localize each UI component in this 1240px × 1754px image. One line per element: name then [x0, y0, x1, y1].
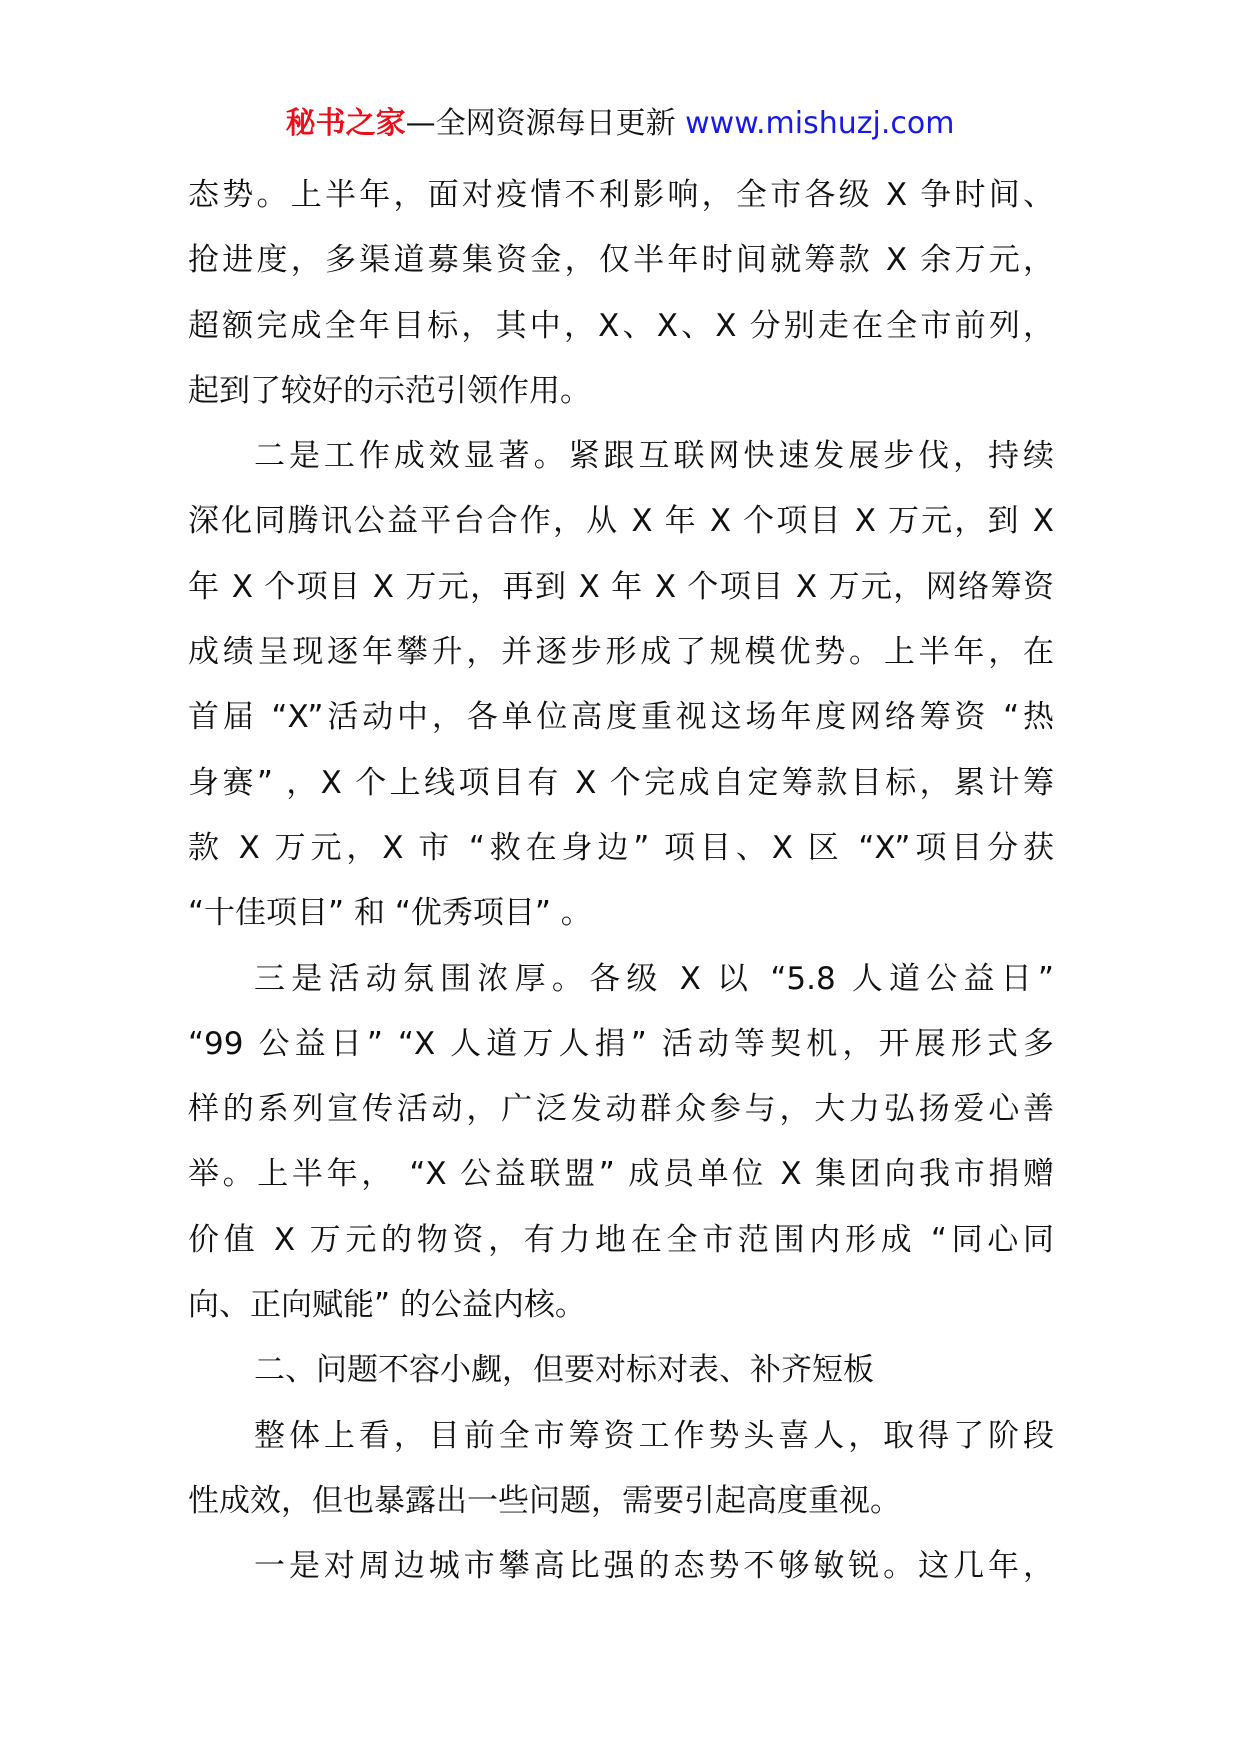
text-line: 首届 “X”活动中，各单位高度重视这场年度网络筹资 “热: [188, 699, 1054, 736]
text-line: 深化同腾讯公益平台合作，从 X 年 X 个项目 X 万元，到 X: [188, 503, 1054, 540]
text-line: 举。上半年， “X 公益联盟” 成员单位 X 集团向我市捐赠: [188, 1156, 1054, 1193]
header-brand: 秘书之家: [285, 106, 406, 141]
document-body: [188, 163, 1054, 1600]
text-line: 向、正向赋能” 的公益内核。: [188, 1287, 586, 1324]
text-line: 整体上看，目前全市筹资工作势头喜人，取得了阶段: [254, 1417, 1054, 1454]
text-line: “99 公益日” “X 人道万人捐” 活动等契机，开展形式多: [188, 1025, 1054, 1062]
header-site-url[interactable]: www.mishuzj.com: [685, 106, 955, 141]
text-line: 一是对周边城市攀高比强的态势不够敏锐。这几年，: [254, 1548, 1054, 1585]
text-line: 身赛” ，X 个上线项目有 X 个完成自定筹款目标，累计筹: [188, 764, 1054, 801]
text-line: 三是活动氛围浓厚。各级 X 以 “5.8 人道公益日”: [254, 960, 1054, 997]
text-line: 超额完成全年目标，其中，X、X、X 分别走在全市前列，: [188, 307, 1054, 344]
text-line: 二是工作成效显著。紧跟互联网快速发展步伐，持续: [254, 438, 1054, 475]
text-line: 二、问题不容小觑，但要对标对表、补齐短板: [254, 1352, 874, 1389]
text-line: 成绩呈现逐年攀升，并逐步形成了规模优势。上半年，在: [188, 634, 1054, 671]
text-line: “十佳项目” 和 “优秀项目” 。: [188, 895, 592, 932]
text-line: 价值 X 万元的物资，有力地在全市范围内形成 “同心同: [188, 1221, 1054, 1258]
text-line: 态势。上半年，面对疫情不利影响，全市各级 X 争时间、: [188, 177, 1054, 213]
text-line: 款 X 万元，X 市 “救在身边” 项目、X 区 “X”项目分获: [188, 829, 1054, 866]
text-line: 年 X 个项目 X 万元，再到 X 年 X 个项目 X 万元，网络筹资: [188, 568, 1054, 605]
text-line: 性成效，但也暴露出一些问题，需要引起高度重视。: [188, 1482, 901, 1519]
page-header: [0, 100, 1240, 148]
header-tagline: —全网资源每日更新: [405, 106, 676, 141]
text-line: 抢进度，多渠道募集资金，仅半年时间就筹款 X 余万元，: [188, 242, 1054, 279]
text-line: 样的系列宣传活动，广泛发动群众参与，大力弘扬爱心善: [188, 1091, 1054, 1128]
text-line: 起到了较好的示范引领作用。: [188, 372, 591, 409]
